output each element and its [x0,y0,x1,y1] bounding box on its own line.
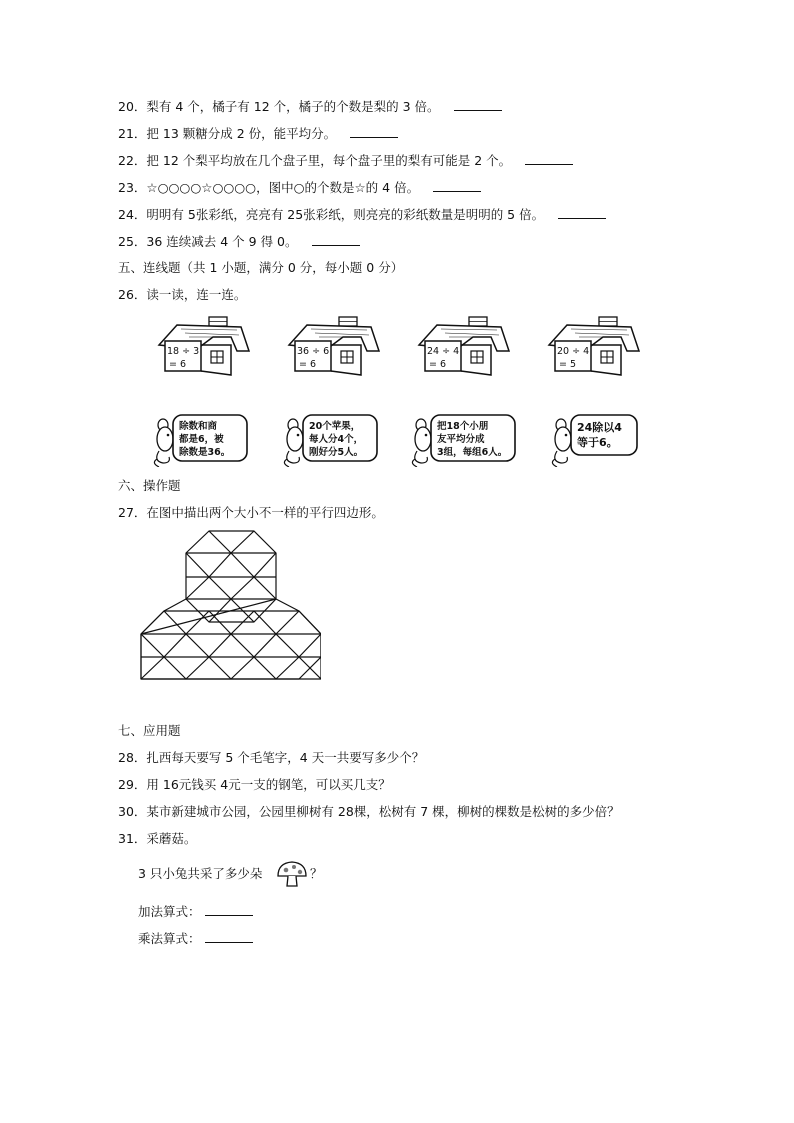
question-25 [118,233,360,250]
answer-blank[interactable] [454,98,502,111]
house-equation-line1: 24 ÷ 4 [427,346,460,357]
section-6-heading: 六、操作题 [118,478,181,493]
section-7-heading: 七、应用题 [118,723,181,738]
question-text: 24．明明有 5张彩纸，亮亮有 25张彩纸，则亮亮的彩纸数量是明明的 5 倍。 [118,207,545,222]
mouse-speech-line: 20个苹果， [309,421,361,432]
house-icon[interactable] [419,317,509,375]
question-24 [118,206,606,223]
question-30: 30．某市新建城市公园，公园里柳树有 28棵，松树有 7 棵，柳树的棵数是松树的多少倍？ [118,804,620,819]
house-equation-line1: 36 ÷ 6 [297,346,330,357]
question-text: 20．梨有 4 个，橘子有 12 个，橘子的个数是梨的 3 倍。 [118,99,440,114]
house-equation-line1: 18 ÷ 3 [167,346,200,357]
house-icon[interactable] [549,317,639,375]
mouse-speech-line: 友平均分成 [437,434,485,445]
mouse-speech-line: 都是6，被 [179,434,224,445]
mouse-speech-line: 每人分4个， [309,434,364,445]
answer-blank[interactable] [312,233,360,246]
mouse-speech-line: 3组，每组6人。 [437,447,508,458]
mouse-speech-line: 除数是36。 [179,447,231,458]
question-31: 31．采蘑菇。 [118,831,197,846]
question-31-prompt: 3 只小兔共采了多少朵 [138,866,263,881]
addition-row [138,903,253,920]
addition-answer-blank[interactable] [205,903,253,916]
multiplication-label: 乘法算式： [138,931,201,946]
mouse-speech-line: 除数和商 [179,421,218,432]
question-text: 23．☆○○○○☆○○○○，图中○的个数是☆的 4 倍。 [118,180,420,195]
house-icon[interactable] [159,317,249,375]
house-equation-line2: = 6 [429,359,447,370]
mouse-speech-line: 刚好分5人。 [309,447,364,458]
mouse-speech-line: 等于6。 [577,436,618,449]
mushroom-icon [276,860,308,888]
question-text: 22．把 12 个梨平均放在几个盘子里，每个盘子里的梨有可能是 2 个。 [118,153,512,168]
house-equation-line2: = 6 [169,359,187,370]
section-5-heading: 五、连线题（共 1 小题，满分 0 分，每小题 0 分） [118,260,404,275]
answer-blank[interactable] [433,179,481,192]
answer-blank[interactable] [558,206,606,219]
question-28: 28．扎西每天要写 5 个毛笔字，4 天一共要写多少个？ [118,750,425,765]
addition-label: 加法算式： [138,904,201,919]
mouse-speech-line: 把18个小朋 [437,421,489,432]
mouse-icon[interactable] [412,415,515,467]
question-27: 27．在图中描出两个大小不一样的平行四边形。 [118,505,384,520]
house-equation-line2: = 6 [299,359,317,370]
question-text: 21．把 13 颗糖分成 2 份，能平均分。 [118,126,337,141]
mouse-icon[interactable] [552,415,637,467]
answer-blank[interactable] [525,152,573,165]
question-23 [118,179,481,196]
question-31-qmark: ？ [310,866,323,881]
question-21 [118,125,398,142]
question-29: 29．用 16元钱买 4元一支的钢笔，可以买几支？ [118,777,391,792]
mouse-icon[interactable] [154,415,247,467]
mouse-icon[interactable] [284,415,377,467]
mouse-speech-line: 24除以4 [577,421,622,434]
question-22 [118,152,573,169]
answer-blank[interactable] [350,125,398,138]
house-icon[interactable] [289,317,379,375]
matching-illustration [143,315,646,467]
question-26: 26．读一读，连一连。 [118,287,247,302]
house-equation-line1: 20 ÷ 4 [557,346,590,357]
question-20 [118,98,502,115]
house-equation-line2: = 5 [559,359,577,370]
multiplication-row [138,930,253,947]
question-text: 25．36 连续减去 4 个 9 得 0。 [118,234,298,249]
triangle-grid-figure[interactable] [133,527,321,709]
multiplication-answer-blank[interactable] [205,930,253,943]
